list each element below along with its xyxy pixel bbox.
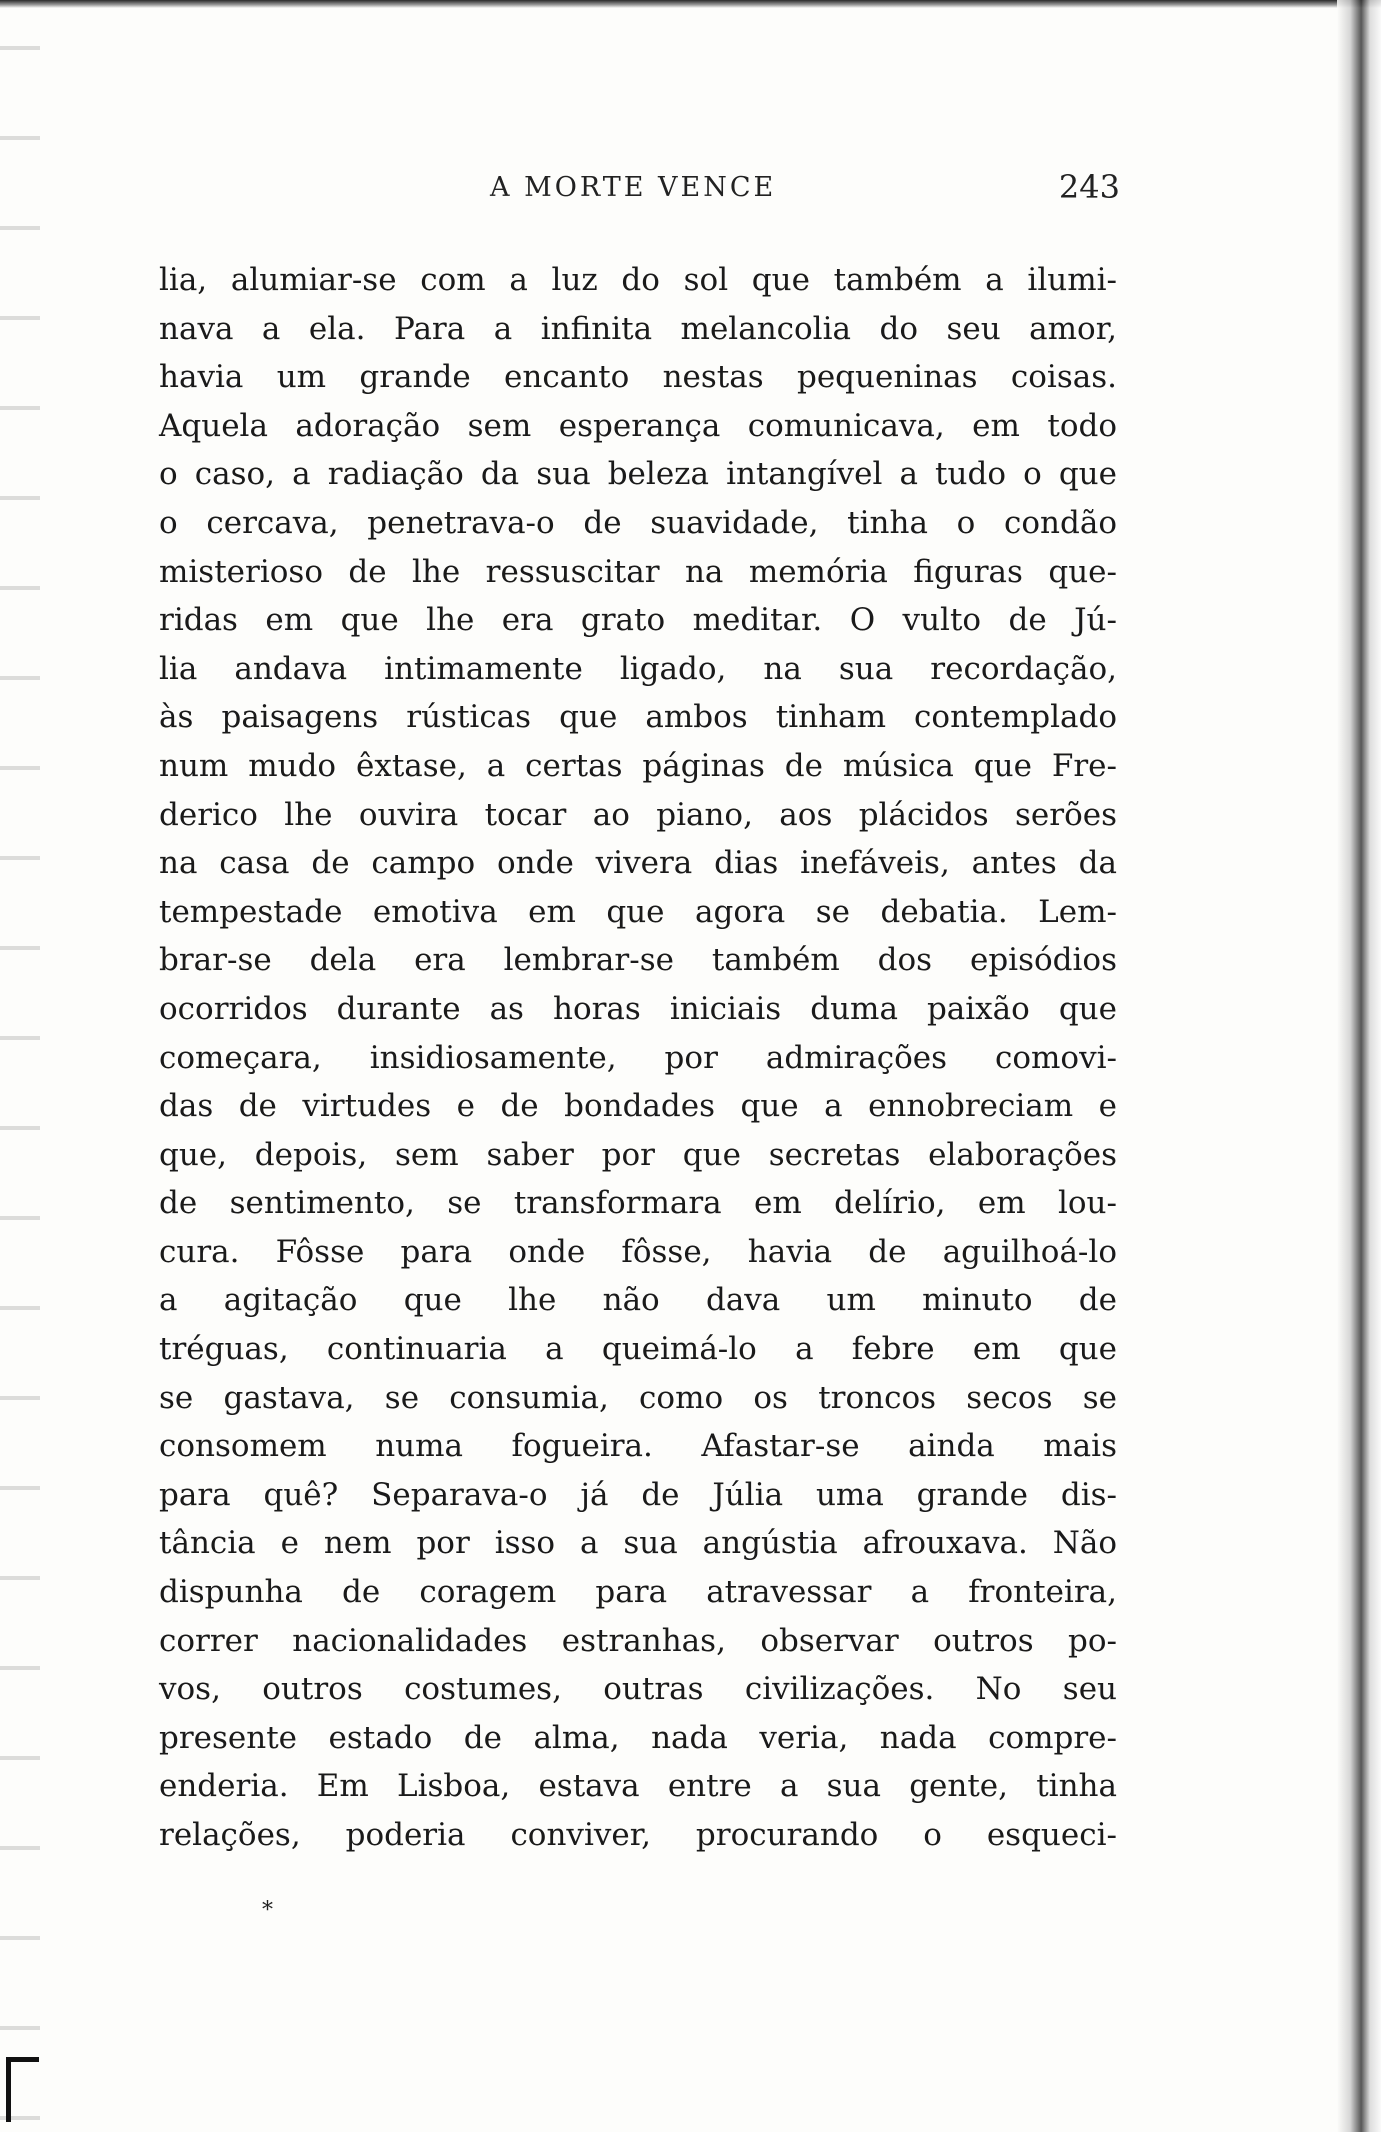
text-line: relações, poderia conviver, procurando o esqueci- bbox=[159, 1817, 1117, 1853]
page-top-edge bbox=[0, 0, 1381, 8]
page-header bbox=[160, 168, 1120, 212]
text-line: presente estado de alma, nada veria, nada compre- bbox=[159, 1719, 1117, 1756]
text-line: que, depois, sem saber por que secretas elaborações bbox=[159, 1136, 1117, 1173]
text-line: para quê? Separava-o já de Júlia uma grande dis- bbox=[159, 1476, 1117, 1513]
body-text bbox=[159, 256, 1117, 1860]
text-line: cura. Fôsse para onde fôsse, havia de aguilhoá-lo bbox=[159, 1233, 1117, 1270]
text-line: num mudo êxtase, a certas páginas de música que Fre- bbox=[159, 747, 1117, 784]
text-line: consomem numa fogueira. Afastar-se ainda mais bbox=[159, 1428, 1117, 1465]
text-line: vos, outros costumes, outras civilizações. No seu bbox=[159, 1671, 1117, 1708]
page-left-edge bbox=[0, 0, 40, 2132]
page-binding-edge bbox=[1337, 0, 1381, 2132]
text-line: das de virtudes e de bondades que a ennobreciam e bbox=[159, 1088, 1117, 1125]
text-line: na casa de campo onde vivera dias inefáveis, antes da bbox=[159, 845, 1117, 882]
text-line: lia andava intimamente ligado, na sua recordação, bbox=[159, 650, 1117, 687]
text-line: derico lhe ouvira tocar ao piano, aos plácidos serões bbox=[159, 796, 1117, 833]
page-number: 243 bbox=[1058, 168, 1120, 206]
text-line: misterioso de lhe ressuscitar na memória figuras que- bbox=[159, 553, 1117, 590]
text-line: tempestade emotiva em que agora se debatia. Lem- bbox=[159, 893, 1117, 930]
text-line: às paisagens rústicas que ambos tinham contemplado bbox=[159, 699, 1117, 736]
text-line: ocorridos durante as horas iniciais duma paixão que bbox=[159, 990, 1117, 1027]
text-line: o caso, a radiação da sua beleza intangível a tudo o que bbox=[159, 456, 1117, 493]
text-line: dispunha de coragem para atravessar a fronteira, bbox=[159, 1574, 1117, 1611]
text-line: a agitação que lhe não dava um minuto de bbox=[159, 1282, 1117, 1319]
corner-crop-mark bbox=[6, 2057, 39, 2122]
running-title: A MORTE VENCE bbox=[490, 172, 777, 203]
signature-mark: * bbox=[262, 1898, 273, 1923]
text-line: havia um grande encanto nestas pequeninas coisas. bbox=[159, 359, 1117, 396]
text-line: correr nacionalidades estranhas, observar outros po- bbox=[159, 1622, 1117, 1659]
text-line: ridas em que lhe era grato meditar. O vulto de Jú- bbox=[159, 602, 1117, 639]
text-line: começara, insidiosamente, por admirações comovi- bbox=[159, 1039, 1117, 1076]
text-line: brar-se dela era lembrar-se também dos episódios bbox=[159, 942, 1117, 979]
text-line: tância e nem por isso a sua angústia afrouxava. Não bbox=[159, 1525, 1117, 1562]
text-line: enderia. Em Lisboa, estava entre a sua gente, tinha bbox=[159, 1768, 1117, 1805]
text-line: Aquela adoração sem esperança comunicava, em todo bbox=[159, 407, 1117, 444]
text-line: de sentimento, se transformara em delírio, em lou- bbox=[159, 1185, 1117, 1222]
text-line: nava a ela. Para a infinita melancolia do seu amor, bbox=[159, 310, 1117, 347]
text-line: se gastava, se consumia, como os troncos secos se bbox=[159, 1379, 1117, 1416]
text-line: lia, alumiar-se com a luz do sol que também a ilumi- bbox=[159, 262, 1117, 298]
text-line: tréguas, continuaria a queimá-lo a febre em que bbox=[159, 1331, 1117, 1368]
text-line: o cercava, penetrava-o de suavidade, tinha o condão bbox=[159, 504, 1117, 541]
